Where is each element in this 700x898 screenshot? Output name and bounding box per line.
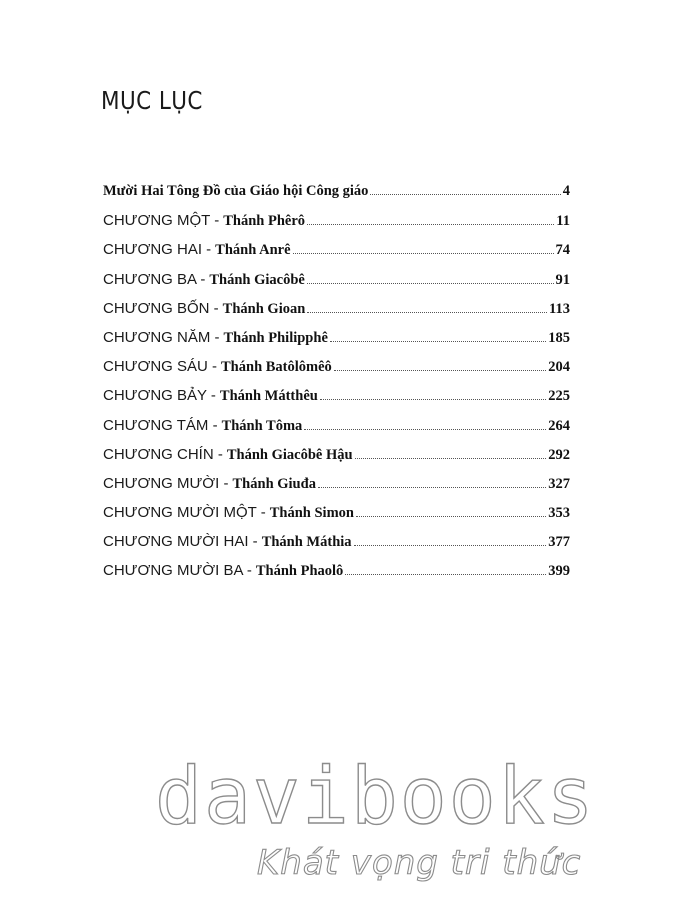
toc-chapter-number: CHƯƠNG MƯỜI MỘT - xyxy=(103,504,266,522)
toc-entry xyxy=(103,504,570,533)
toc-entry-title: Thánh Máthia xyxy=(261,534,352,551)
toc-entry-label xyxy=(103,417,302,435)
toc-dot-leader xyxy=(370,194,560,195)
toc-entry-label xyxy=(103,562,343,580)
toc-entry-label xyxy=(103,387,318,405)
toc-entry xyxy=(103,417,570,446)
toc-dot-leader xyxy=(318,487,546,488)
toc-entry xyxy=(103,329,570,358)
toc-entry xyxy=(103,358,570,387)
toc-dot-leader xyxy=(354,545,547,546)
toc-chapter-number: CHƯƠNG MƯỜI HAI - xyxy=(103,533,258,551)
watermark-tagline: Khát vọng tri thức xyxy=(257,843,582,883)
toc-page-number: 292 xyxy=(548,446,570,463)
toc-entry-label xyxy=(103,183,368,200)
toc-entry-label xyxy=(103,300,305,318)
toc-dot-leader xyxy=(307,283,554,284)
toc-entry-title: Mười Hai Tông Đồ của Giáo hội Công giáo xyxy=(103,183,369,199)
toc-page-number: 264 xyxy=(548,417,570,434)
toc-entry-title: Thánh Mátthêu xyxy=(219,388,318,405)
toc-entry xyxy=(103,475,570,504)
toc-entry xyxy=(103,212,570,241)
toc-chapter-number: CHƯƠNG BỐN - xyxy=(103,299,219,317)
toc-page-number: 353 xyxy=(548,505,570,522)
toc-page-number: 327 xyxy=(548,475,570,492)
toc-page-number: 185 xyxy=(548,329,570,346)
toc-entry-title: Thánh Batôlômêô xyxy=(221,359,332,376)
toc-chapter-number: CHƯƠNG MƯỜI - xyxy=(103,474,229,492)
toc-dot-leader xyxy=(307,224,554,225)
toc-dot-leader xyxy=(345,574,546,575)
toc-entry xyxy=(103,387,570,416)
toc-page-number: 74 xyxy=(555,242,570,259)
toc-dot-leader xyxy=(320,399,546,400)
toc-entry xyxy=(103,300,570,329)
toc-page-number: 4 xyxy=(562,183,570,199)
toc-entry-title: Thánh Phêrô xyxy=(223,213,306,230)
toc-chapter-number: CHƯƠNG NĂM - xyxy=(103,328,220,346)
toc-chapter-number: CHƯƠNG BA - xyxy=(103,270,206,288)
toc-entry-title: Thánh Tôma xyxy=(221,417,303,434)
page-title: MỤC LỤC xyxy=(101,86,203,115)
toc-chapter-number: CHƯƠNG BẢY - xyxy=(103,387,216,405)
toc-list xyxy=(103,183,570,592)
watermark-brand: davibooks xyxy=(155,752,596,842)
toc-entry-label xyxy=(103,329,328,347)
toc-entry-title: Thánh Giuđa xyxy=(232,475,316,492)
toc-dot-leader xyxy=(293,253,554,254)
toc-chapter-number: CHƯƠNG HAI - xyxy=(103,241,212,259)
toc-entry xyxy=(103,241,570,270)
toc-chapter-number: CHƯƠNG TÁM - xyxy=(103,416,218,434)
toc-entry xyxy=(103,446,570,475)
toc-chapter-number: CHƯƠNG SÁU - xyxy=(103,358,218,376)
toc-chapter-number: CHƯƠNG CHÍN - xyxy=(103,445,223,463)
toc-page-number: 11 xyxy=(556,213,570,230)
toc-entry xyxy=(103,562,570,591)
toc-chapter-number: CHƯƠNG MƯỜI BA - xyxy=(103,562,252,580)
toc-chapter-number: CHƯƠNG MỘT - xyxy=(103,212,220,230)
toc-entry-label xyxy=(103,241,291,259)
toc-entry xyxy=(103,533,570,562)
toc-page-number: 399 xyxy=(548,563,570,580)
toc-entry xyxy=(103,271,570,300)
watermark xyxy=(155,752,675,898)
toc-page-number: 225 xyxy=(548,388,570,405)
toc-entry xyxy=(103,183,570,212)
toc-entry-title: Thánh Giacôbê xyxy=(209,271,305,288)
toc-entry-label xyxy=(103,358,332,376)
toc-entry-label xyxy=(103,475,316,493)
toc-page-number: 377 xyxy=(548,534,570,551)
toc-entry-title: Thánh Gioan xyxy=(222,300,306,317)
toc-entry-label xyxy=(103,504,354,522)
toc-dot-leader xyxy=(304,429,546,430)
toc-entry-title: Thánh Philipphê xyxy=(223,329,328,346)
toc-entry-label xyxy=(103,446,353,464)
toc-entry-title: Thánh Anrê xyxy=(215,242,291,259)
toc-page-number: 204 xyxy=(548,359,570,376)
toc-entry-title: Thánh Giacôbê Hậu xyxy=(226,446,353,463)
toc-dot-leader xyxy=(356,516,546,517)
toc-dot-leader xyxy=(334,370,546,371)
toc-entry-label xyxy=(103,212,305,230)
toc-page-number: 91 xyxy=(555,271,570,288)
toc-entry-title: Thánh Simon xyxy=(269,505,354,522)
toc-dot-leader xyxy=(330,341,546,342)
toc-entry-label xyxy=(103,271,305,289)
toc-entry-title: Thánh Phaolô xyxy=(255,563,344,580)
toc-entry-label xyxy=(103,533,352,551)
toc-dot-leader xyxy=(307,312,547,313)
toc-dot-leader xyxy=(355,458,547,459)
toc-page-number: 113 xyxy=(549,300,570,317)
